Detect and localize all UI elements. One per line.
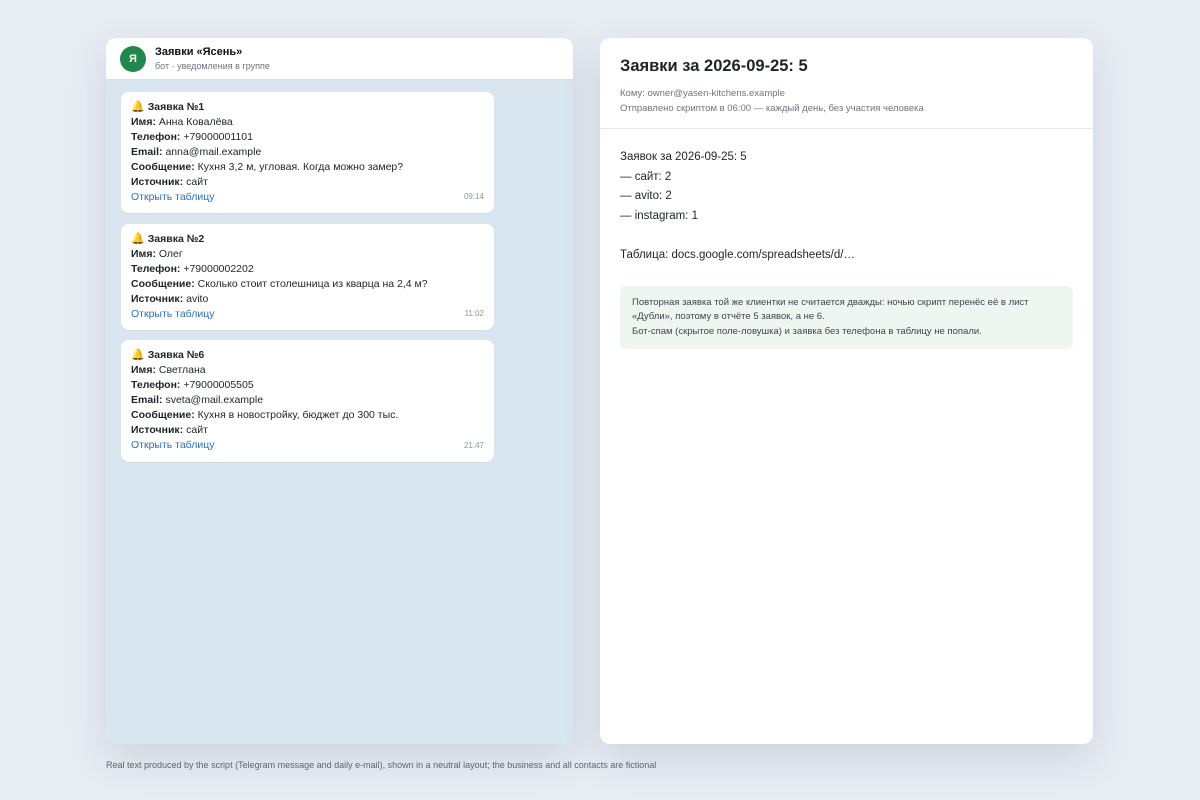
- message-line-source: [131, 175, 484, 190]
- field-label: Источник:: [131, 293, 184, 305]
- chat-header[interactable]: [106, 38, 573, 80]
- field-value: +79000005505: [183, 379, 254, 391]
- chat-title: Заявки «Ясень»: [155, 45, 243, 58]
- field-label: Телефон:: [131, 263, 181, 275]
- message-line-phone: [131, 130, 484, 145]
- email-source-line: — instagram: 1: [620, 209, 698, 222]
- field-value: Кухня 3,2 м, угловая. Когда можно замер?: [197, 161, 404, 173]
- message-line-source: [131, 292, 484, 307]
- note-duplicates: Повторная заявка той же клиентки не считается дважды: ночью скрипт перенёс её в лист «Дубли», поэтому в отчёте 5 заявок, а не 6.: [632, 296, 1029, 322]
- bell-icon: 🔔: [131, 233, 145, 245]
- message-line-email: [131, 145, 484, 160]
- email-source-line: — сайт: 2: [620, 170, 672, 183]
- field-value: Сколько стоит столешница из кварца на 2,4 м?: [197, 278, 428, 290]
- chat-message: [121, 340, 494, 462]
- field-label: Источник:: [131, 176, 184, 188]
- email-table-link[interactable]: Таблица: docs.google.com/spreadsheets/d/…: [620, 249, 855, 261]
- note-spam: Бот-спам (скрытое поле-ловушка) и заявка без телефона в таблицу не попали.: [632, 325, 982, 337]
- message-heading: [131, 100, 484, 115]
- message-line-email: [131, 393, 484, 408]
- chat-avatar[interactable]: Я: [120, 46, 146, 72]
- field-value: сайт: [186, 424, 208, 436]
- message-line-phone: [131, 378, 484, 393]
- email-note: [620, 286, 1073, 350]
- field-value: Анна Ковалёва: [158, 116, 233, 128]
- telegram-chat-panel: [106, 38, 573, 744]
- email-panel: [600, 38, 1093, 744]
- email-recipient: Кому: owner@yasen-kitchens.example: [620, 88, 785, 99]
- bell-icon: 🔔: [131, 101, 145, 113]
- field-value: +79000001101: [183, 131, 253, 143]
- message-line-name: [131, 363, 484, 378]
- field-label: Email:: [131, 394, 163, 406]
- message-heading: [131, 348, 484, 363]
- field-value: Кухня в новостройку, бюджет до 300 тыс.: [197, 409, 399, 421]
- message-heading: [131, 232, 484, 247]
- field-label: Имя:: [131, 116, 156, 128]
- message-time: 21:47: [463, 441, 484, 450]
- message-line-phone: [131, 262, 484, 277]
- chat-header-text: [155, 46, 270, 72]
- field-value: Олег: [158, 248, 183, 260]
- field-value: sveta@mail.example: [165, 394, 264, 406]
- message-line-text: [131, 277, 484, 292]
- footer-caption: Real text produced by the script (Telegram message and daily e-mail), shown in a neutral layout; the business and all contacts are fictional: [106, 760, 657, 770]
- email-header: [600, 38, 1093, 129]
- email-sent-info: Отправлено скриптом в 06:00 — каждый день, без участия человека: [620, 103, 924, 114]
- field-value: avito: [186, 293, 209, 305]
- field-label: Email:: [131, 146, 163, 158]
- email-subject: Заявки за 2026-09-25: 5: [620, 57, 808, 75]
- email-summary: Заявок за 2026-09-25: 5: [620, 151, 747, 163]
- open-table-link[interactable]: Открыть таблицу: [131, 439, 215, 451]
- field-label: Телефон:: [131, 131, 181, 143]
- chat-message: [121, 224, 494, 330]
- field-label: Имя:: [131, 248, 156, 260]
- email-spacer: [620, 226, 1073, 246]
- field-label: Сообщение:: [131, 409, 195, 421]
- message-line-name: [131, 115, 484, 130]
- chat-message: [121, 92, 494, 213]
- message-line-text: [131, 408, 484, 423]
- field-value: anna@mail.example: [165, 146, 262, 158]
- field-label: Имя:: [131, 364, 156, 376]
- field-label: Сообщение:: [131, 278, 195, 290]
- bell-icon: 🔔: [131, 349, 145, 361]
- field-label: Телефон:: [131, 379, 181, 391]
- chat-subtitle: бот · уведомления в группе: [155, 60, 270, 71]
- field-value: +79000002202: [183, 263, 254, 275]
- field-label: Сообщение:: [131, 161, 195, 173]
- message-title: Заявка №2: [147, 233, 205, 245]
- message-line-name: [131, 247, 484, 262]
- email-source-line: — avito: 2: [620, 190, 672, 202]
- message-time: 11:02: [464, 309, 484, 318]
- message-line-source: [131, 423, 484, 438]
- open-table-link[interactable]: Открыть таблицу: [131, 191, 215, 203]
- message-line-text: [131, 160, 484, 175]
- message-title: Заявка №1: [147, 101, 205, 113]
- field-label: Источник:: [131, 424, 184, 436]
- field-value: сайт: [186, 176, 208, 188]
- message-title: Заявка №6: [147, 349, 205, 361]
- open-table-link[interactable]: Открыть таблицу: [131, 308, 215, 320]
- field-value: Светлана: [158, 364, 206, 376]
- email-body: [600, 129, 1093, 266]
- message-time: 09:14: [463, 192, 484, 201]
